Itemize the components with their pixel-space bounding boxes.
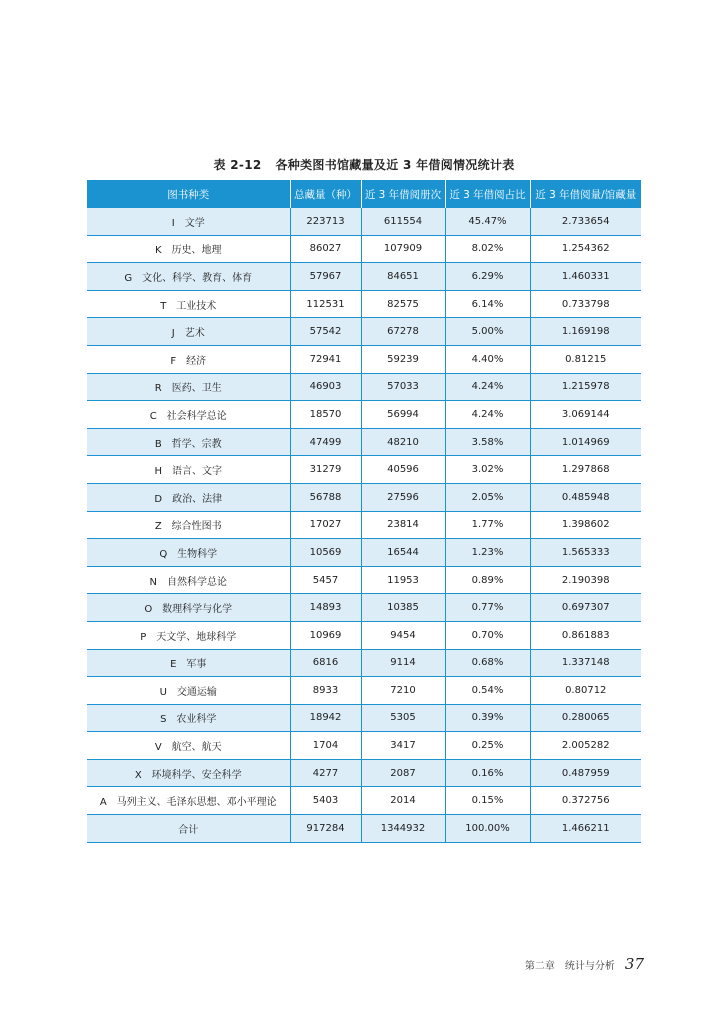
table-row [87, 401, 641, 429]
cell-category: D 政治、法律 [87, 483, 290, 511]
chapter-label: 第二章 统计与分析 [524, 961, 615, 972]
cell-category: N 自然科学总论 [87, 566, 290, 594]
cell-borrow-share: 0.39% [445, 704, 530, 732]
table-row [87, 759, 641, 787]
cell-borrow-ratio: 2.005282 [530, 732, 641, 760]
cell-borrow-count: 48210 [361, 428, 445, 456]
cell-category: V 航空、航天 [87, 732, 290, 760]
table-row [87, 594, 641, 622]
cell-category: R 医药、卫生 [87, 373, 290, 401]
cell-borrow-ratio: 1.565333 [530, 539, 641, 567]
cell-total-holdings: 18942 [290, 704, 361, 732]
table-row [87, 208, 641, 235]
cell-borrow-share: 45.47% [445, 208, 530, 235]
table-title: 各种类图书馆藏量及近 3 年借阅情况统计表 [275, 158, 515, 172]
cell-category: B 哲学、宗教 [87, 428, 290, 456]
table-row [87, 566, 641, 594]
cell-borrow-count: 16544 [361, 539, 445, 567]
table-row [87, 263, 641, 291]
cell-category: A 马列主义、毛泽东思想、邓小平理论 [87, 787, 290, 815]
cell-category: P 天文学、地球科学 [87, 621, 290, 649]
cell-borrow-ratio: 0.372756 [530, 787, 641, 815]
table-row [87, 373, 641, 401]
header-borrow-share: 近 3 年借阅占比 [445, 180, 530, 208]
table-row [87, 621, 641, 649]
cell-category: O 数理科学与化学 [87, 594, 290, 622]
cell-borrow-ratio: 1.215978 [530, 373, 641, 401]
cell-borrow-count: 56994 [361, 401, 445, 429]
table-row [87, 677, 641, 705]
cell-borrow-count: 82575 [361, 290, 445, 318]
cell-total-holdings: 8933 [290, 677, 361, 705]
cell-total-holdings: 10569 [290, 539, 361, 567]
cell-borrow-share: 3.58% [445, 428, 530, 456]
cell-borrow-share: 6.14% [445, 290, 530, 318]
cell-category: Q 生物科学 [87, 539, 290, 567]
cell-borrow-count: 57033 [361, 373, 445, 401]
cell-borrow-count: 59239 [361, 345, 445, 373]
cell-category: 合计 [87, 815, 290, 843]
header-category: 图书种类 [87, 180, 290, 208]
cell-total-holdings: 5457 [290, 566, 361, 594]
cell-category: F 经济 [87, 345, 290, 373]
cell-borrow-count: 40596 [361, 456, 445, 484]
cell-borrow-count: 9114 [361, 649, 445, 677]
cell-borrow-ratio: 0.485948 [530, 483, 641, 511]
cell-borrow-share: 2.05% [445, 483, 530, 511]
table-total-row [87, 815, 641, 843]
table-row [87, 732, 641, 760]
page-footer [525, 955, 644, 973]
cell-category: C 社会科学总论 [87, 401, 290, 429]
table-row [87, 483, 641, 511]
cell-borrow-share: 0.16% [445, 759, 530, 787]
page-number: 37 [624, 955, 644, 973]
cell-category: G 文化、科学、教育、体育 [87, 263, 290, 291]
cell-borrow-share: 0.68% [445, 649, 530, 677]
cell-category: I 文学 [87, 208, 290, 235]
cell-total-holdings: 917284 [290, 815, 361, 843]
cell-total-holdings: 6816 [290, 649, 361, 677]
cell-category: J 艺术 [87, 318, 290, 346]
cell-borrow-share: 0.15% [445, 787, 530, 815]
cell-borrow-ratio: 1.169198 [530, 318, 641, 346]
header-borrow-count: 近 3 年借阅册次 [361, 180, 445, 208]
cell-borrow-ratio: 0.280065 [530, 704, 641, 732]
cell-borrow-share: 4.40% [445, 345, 530, 373]
cell-borrow-count: 611554 [361, 208, 445, 235]
cell-borrow-count: 23814 [361, 511, 445, 539]
cell-borrow-ratio: 0.81215 [530, 345, 641, 373]
cell-total-holdings: 18570 [290, 401, 361, 429]
header-borrow-ratio: 近 3 年借阅量/馆藏量 [530, 180, 641, 208]
cell-total-holdings: 17027 [290, 511, 361, 539]
cell-borrow-share: 4.24% [445, 373, 530, 401]
cell-total-holdings: 1704 [290, 732, 361, 760]
cell-borrow-share: 1.77% [445, 511, 530, 539]
table-row [87, 511, 641, 539]
cell-borrow-count: 1344932 [361, 815, 445, 843]
cell-total-holdings: 72941 [290, 345, 361, 373]
cell-borrow-ratio: 1.254362 [530, 235, 641, 263]
table-row [87, 428, 641, 456]
cell-category: K 历史、地理 [87, 235, 290, 263]
cell-borrow-share: 100.00% [445, 815, 530, 843]
cell-category: U 交通运输 [87, 677, 290, 705]
cell-borrow-ratio: 0.487959 [530, 759, 641, 787]
cell-total-holdings: 47499 [290, 428, 361, 456]
cell-total-holdings: 57542 [290, 318, 361, 346]
cell-total-holdings: 14893 [290, 594, 361, 622]
cell-borrow-share: 0.77% [445, 594, 530, 622]
cell-borrow-ratio: 1.460331 [530, 263, 641, 291]
cell-borrow-ratio: 0.80712 [530, 677, 641, 705]
cell-borrow-count: 67278 [361, 318, 445, 346]
cell-category: Z 综合性图书 [87, 511, 290, 539]
table-row [87, 318, 641, 346]
cell-borrow-share: 1.23% [445, 539, 530, 567]
cell-borrow-ratio: 1.014969 [530, 428, 641, 456]
table-row [87, 345, 641, 373]
cell-category: T 工业技术 [87, 290, 290, 318]
cell-borrow-count: 2014 [361, 787, 445, 815]
cell-borrow-share: 6.29% [445, 263, 530, 291]
cell-category: E 军事 [87, 649, 290, 677]
cell-category: X 环境科学、安全科学 [87, 759, 290, 787]
cell-borrow-count: 3417 [361, 732, 445, 760]
cell-borrow-ratio: 0.733798 [530, 290, 641, 318]
table-row [87, 704, 641, 732]
cell-total-holdings: 86027 [290, 235, 361, 263]
cell-total-holdings: 46903 [290, 373, 361, 401]
table-number: 表 2-12 [213, 158, 262, 172]
cell-borrow-ratio: 2.190398 [530, 566, 641, 594]
cell-borrow-count: 2087 [361, 759, 445, 787]
table-row [87, 290, 641, 318]
cell-total-holdings: 5403 [290, 787, 361, 815]
cell-borrow-ratio: 1.297868 [530, 456, 641, 484]
table-header-row [87, 180, 641, 208]
cell-borrow-count: 10385 [361, 594, 445, 622]
cell-borrow-share: 0.54% [445, 677, 530, 705]
cell-borrow-share: 5.00% [445, 318, 530, 346]
cell-borrow-ratio: 2.733654 [530, 208, 641, 235]
cell-borrow-share: 4.24% [445, 401, 530, 429]
table-row [87, 649, 641, 677]
table-caption [0, 156, 728, 173]
table-row [87, 235, 641, 263]
cell-borrow-count: 9454 [361, 621, 445, 649]
header-total-holdings: 总藏量（种） [290, 180, 361, 208]
cell-total-holdings: 112531 [290, 290, 361, 318]
cell-borrow-count: 107909 [361, 235, 445, 263]
cell-borrow-share: 3.02% [445, 456, 530, 484]
statistics-table [87, 180, 641, 843]
cell-borrow-ratio: 0.861883 [530, 621, 641, 649]
cell-total-holdings: 31279 [290, 456, 361, 484]
cell-total-holdings: 223713 [290, 208, 361, 235]
table-row [87, 787, 641, 815]
cell-borrow-count: 84651 [361, 263, 445, 291]
cell-total-holdings: 56788 [290, 483, 361, 511]
cell-borrow-share: 0.89% [445, 566, 530, 594]
cell-borrow-share: 8.02% [445, 235, 530, 263]
cell-borrow-count: 7210 [361, 677, 445, 705]
cell-category: H 语言、文字 [87, 456, 290, 484]
cell-category: S 农业科学 [87, 704, 290, 732]
cell-borrow-share: 0.25% [445, 732, 530, 760]
cell-borrow-ratio: 0.697307 [530, 594, 641, 622]
cell-borrow-ratio: 1.337148 [530, 649, 641, 677]
cell-borrow-share: 0.70% [445, 621, 530, 649]
cell-total-holdings: 57967 [290, 263, 361, 291]
cell-total-holdings: 10969 [290, 621, 361, 649]
cell-borrow-count: 11953 [361, 566, 445, 594]
table-row [87, 456, 641, 484]
cell-total-holdings: 4277 [290, 759, 361, 787]
cell-borrow-ratio: 1.466211 [530, 815, 641, 843]
cell-borrow-count: 5305 [361, 704, 445, 732]
cell-borrow-ratio: 3.069144 [530, 401, 641, 429]
cell-borrow-ratio: 1.398602 [530, 511, 641, 539]
table-body [87, 208, 641, 842]
cell-borrow-count: 27596 [361, 483, 445, 511]
table-row [87, 539, 641, 567]
